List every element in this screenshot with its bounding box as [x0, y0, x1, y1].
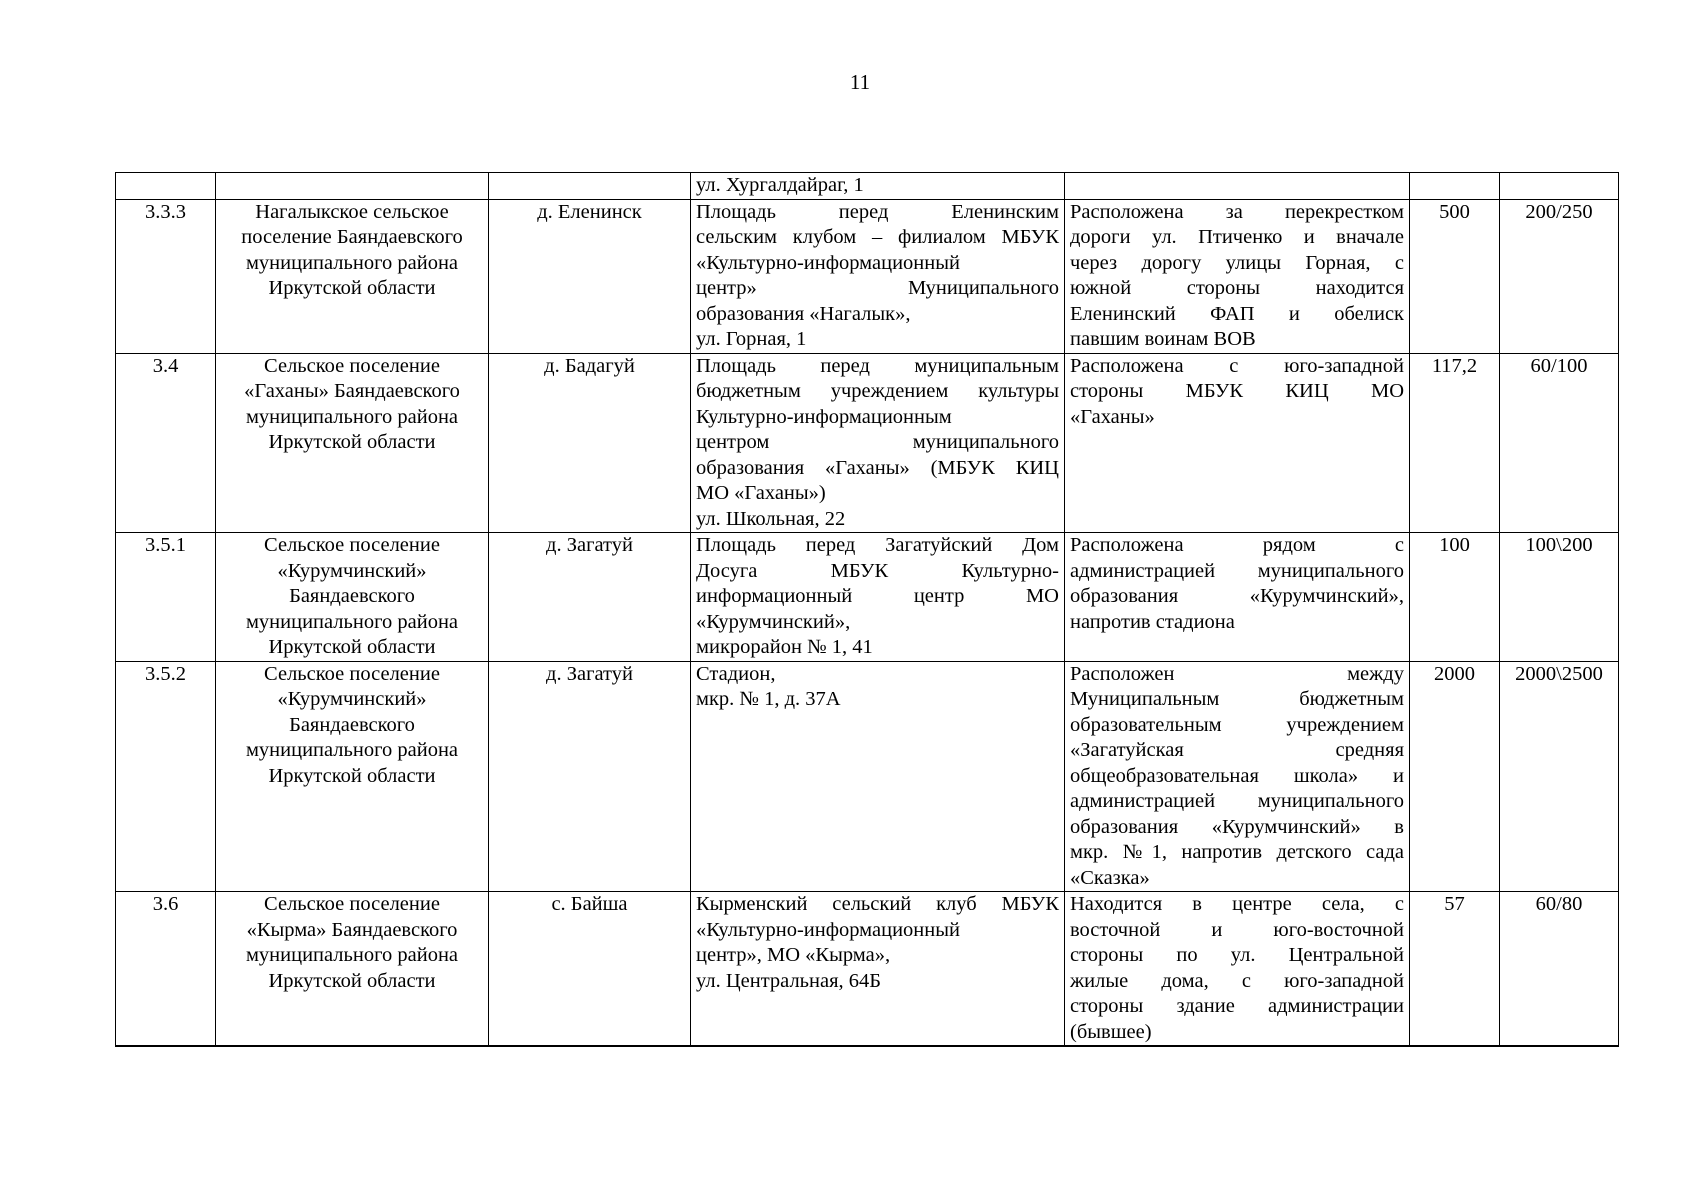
description-line: Муниципальным бюджетным: [1070, 688, 1404, 710]
location-description-cell: [1065, 353, 1410, 533]
settlement-line: Нагалыкское сельское: [255, 200, 449, 223]
settlement-cell: [216, 173, 489, 200]
description-line: стороны здание администрации: [1070, 995, 1404, 1017]
settlement-line: муниципального района: [245, 251, 459, 274]
table-body: [116, 173, 1619, 1047]
settlement-line: Баяндаевского: [289, 713, 415, 736]
venue-line: мкр. № 1, д. 37А: [696, 688, 841, 710]
settlement-line: Баяндаевского: [289, 585, 415, 607]
capacity-cell: 200/250: [1500, 199, 1619, 353]
venues-table: [115, 172, 1619, 1047]
locality-cell: д. Загатуй: [489, 533, 691, 662]
description-line: общеобразовательная школа» и: [1070, 764, 1404, 787]
location-description-cell: [1065, 892, 1410, 1047]
venue-cell: [691, 661, 1065, 892]
venue-line: центр» Муниципального: [696, 277, 1059, 299]
settlement-cell: [216, 661, 489, 892]
description-line: образовательным учреждением: [1070, 713, 1404, 736]
venue-line: «Курумчинский»,: [696, 610, 851, 633]
settlement-line: поселение Баяндаевского: [241, 226, 463, 248]
description-line: южной стороны находится: [1070, 277, 1404, 299]
description-line: «Сказка»: [1070, 866, 1150, 889]
capacity-cell: 60/100: [1500, 353, 1619, 533]
area-cell: 117,2: [1410, 353, 1500, 533]
venue-line: сельским клубом – филиалом МБУК: [696, 226, 1059, 248]
capacity-cell: 100\200: [1500, 533, 1619, 662]
venue-line: «Культурно-информационный: [696, 251, 960, 274]
row-number-cell: 3.6: [116, 892, 216, 1047]
settlement-line: Сельское поселение: [264, 662, 440, 685]
description-line: администрацией муниципального: [1070, 790, 1404, 812]
venue-line: ул. Школьная, 22: [696, 507, 846, 530]
settlement-line: муниципального района: [245, 610, 459, 633]
venue-line: информационный центр МО: [696, 585, 1059, 607]
settlement-line: муниципального района: [245, 739, 459, 761]
capacity-cell: 60/80: [1500, 892, 1619, 1047]
description-line: образования «Курумчинский»,: [1070, 585, 1404, 607]
description-line: образования «Курумчинский» в: [1070, 815, 1404, 838]
settlement-line: Сельское поселение: [264, 354, 440, 377]
settlement-line: муниципального района: [245, 944, 459, 966]
venue-line: Площадь перед Загатуйский Дом: [696, 534, 1059, 556]
venue-line: ул. Горная, 1: [696, 328, 807, 350]
description-line: (бывшее): [1070, 1020, 1152, 1043]
venue-line: центр», МО «Кырма»,: [696, 944, 891, 966]
venue-line: Площадь перед Еленинским: [696, 200, 1059, 223]
location-description-cell: [1065, 661, 1410, 892]
row-number-cell: [116, 173, 216, 200]
locality-cell: с. Байша: [489, 892, 691, 1047]
area-cell: 2000: [1410, 661, 1500, 892]
description-line: Расположена за перекрестком: [1070, 200, 1404, 223]
location-description-cell: [1065, 533, 1410, 662]
description-line: восточной и юго-восточной: [1070, 918, 1404, 941]
description-line: Расположена рядом с: [1070, 534, 1404, 556]
settlement-line: «Курумчинский»: [277, 559, 427, 582]
venue-line: Стадион,: [696, 662, 776, 685]
venue-line: МО «Гаханы»): [696, 482, 826, 504]
settlement-line: муниципального района: [245, 405, 459, 428]
description-line: через дорогу улицы Горная, с: [1070, 251, 1404, 274]
settlement-line: «Гаханы» Баяндаевского: [244, 380, 460, 402]
table-row: [116, 199, 1619, 353]
table-row: [116, 533, 1619, 662]
venue-cell: [691, 533, 1065, 662]
capacity-cell: 2000\2500: [1500, 661, 1619, 892]
settlement-line: Иркутской области: [268, 969, 436, 992]
venue-line: образования «Гаханы» (МБУК КИЦ: [696, 456, 1059, 479]
settlement-line: «Кырма» Баяндаевского: [246, 918, 458, 941]
locality-cell: д. Бадагуй: [489, 353, 691, 533]
settlement-cell: [216, 199, 489, 353]
venue-line: образования «Нагалык»,: [696, 302, 911, 325]
settlement-line: «Курумчинский»: [277, 688, 427, 710]
area-cell: [1410, 173, 1500, 200]
location-description-cell: [1065, 173, 1410, 200]
settlement-line: Сельское поселение: [264, 893, 440, 915]
row-number-cell: 3.5.2: [116, 661, 216, 892]
venue-cell: [691, 353, 1065, 533]
description-line: стороны по ул. Центральной: [1070, 944, 1404, 966]
capacity-cell: [1500, 173, 1619, 200]
description-line: Находится в центре села, с: [1070, 893, 1404, 915]
description-line: стороны МБУК КИЦ МО: [1070, 380, 1404, 402]
settlement-line: Иркутской области: [268, 636, 436, 658]
description-line: «Гаханы»: [1070, 405, 1155, 428]
venue-line: Культурно-информационным: [696, 405, 952, 428]
venue-line: Досуга МБУК Культурно-: [696, 559, 1059, 582]
settlement-cell: [216, 353, 489, 533]
location-description-cell: [1065, 199, 1410, 353]
locality-cell: д. Еленинск: [489, 199, 691, 353]
settlement-line: Иркутской области: [268, 277, 436, 299]
venue-line: Кырменский сельский клуб МБУК: [696, 893, 1059, 915]
description-line: жилые дома, с юго-западной: [1070, 969, 1404, 992]
venue-cell: [691, 199, 1065, 353]
locality-cell: д. Загатуй: [489, 661, 691, 892]
description-line: напротив стадиона: [1070, 610, 1235, 633]
settlement-line: Иркутской области: [268, 764, 436, 787]
venue-line: Площадь перед муниципальным: [696, 354, 1059, 377]
row-number-cell: 3.3.3: [116, 199, 216, 353]
venue-line: «Культурно-информационный: [696, 918, 960, 941]
table-row: [116, 173, 1619, 200]
settlement-cell: [216, 892, 489, 1047]
description-line: администрацией муниципального: [1070, 559, 1404, 582]
venue-line: ул. Хургалдайраг, 1: [696, 174, 864, 196]
venue-line: микрорайон № 1, 41: [696, 636, 873, 658]
venue-line: ул. Центральная, 64Б: [696, 969, 882, 992]
area-cell: 500: [1410, 199, 1500, 353]
locality-cell: [489, 173, 691, 200]
description-line: павшим воинам ВОВ: [1070, 328, 1256, 350]
venue-cell: [691, 892, 1065, 1047]
settlement-line: Сельское поселение: [264, 534, 440, 556]
description-line: Еленинский ФАП и обелиск: [1070, 302, 1404, 325]
description-line: Расположена с юго-западной: [1070, 354, 1404, 377]
table-row: [116, 353, 1619, 533]
description-line: мкр. №1, напротив детского сада: [1070, 841, 1404, 863]
venue-line: бюджетным учреждением культуры: [696, 380, 1059, 402]
table-row: [116, 892, 1619, 1047]
table-row: [116, 661, 1619, 892]
venue-cell: [691, 173, 1065, 200]
row-number-cell: 3.5.1: [116, 533, 216, 662]
settlement-line: Иркутской области: [268, 431, 436, 453]
settlement-cell: [216, 533, 489, 662]
description-line: «Загатуйская средняя: [1070, 739, 1404, 761]
row-number-cell: 3.4: [116, 353, 216, 533]
area-cell: 100: [1410, 533, 1500, 662]
page-number: 11: [849, 70, 871, 94]
description-line: Расположен между: [1070, 662, 1404, 685]
description-line: дороги ул. Птиченко и вначале: [1070, 226, 1404, 248]
area-cell: 57: [1410, 892, 1500, 1047]
venue-line: центром муниципального: [696, 431, 1059, 453]
